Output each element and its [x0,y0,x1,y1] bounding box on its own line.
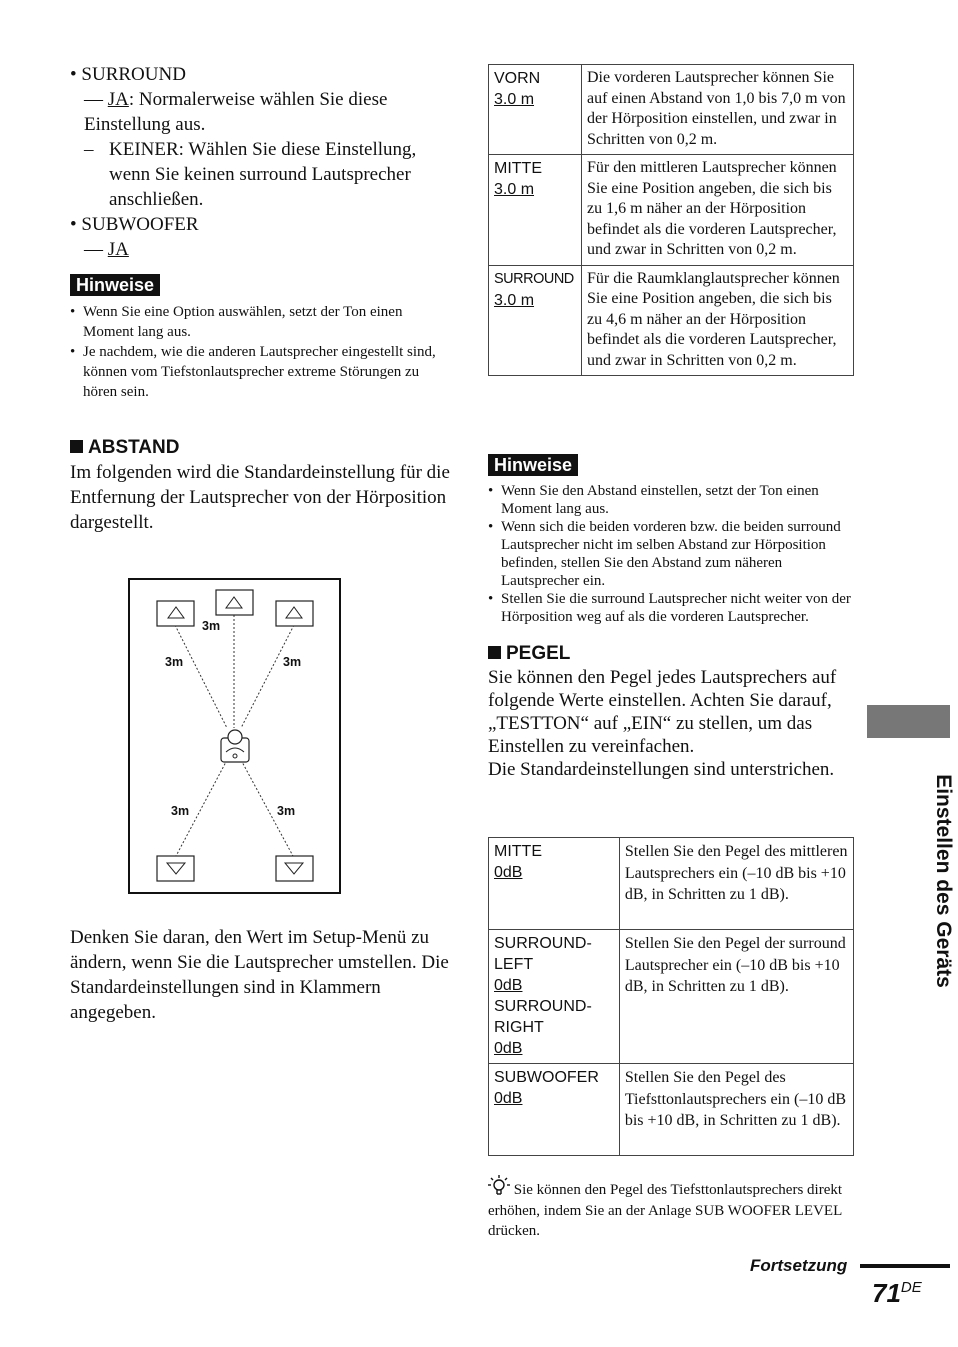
table-label-cell [489,1064,620,1156]
row-default-value: 3.0 m [494,181,535,198]
distance-line [175,625,227,728]
row-label: SUBWOOFER [494,1069,599,1086]
table-desc-cell: Stellen Sie den Pegel des mittleren Lautsprechers ein (–10 dB bis +10 dB, in Schritten zu 1 dB). [619,838,853,930]
row-default-value: 3.0 m [494,91,535,108]
table-row [489,1064,854,1156]
row-label: LEFT [494,956,534,973]
left-column [70,62,450,535]
row-label: VORN [494,70,541,87]
table-label-cell [489,155,582,266]
table-desc-cell: Stellen Sie den Pegel der surround Lautsprecher ein (–10 dB bis +10 dB, in Schritten zu 1 dB). [619,930,853,1064]
subwoofer-ja-default: JA [107,239,129,260]
abstand-title: ABSTAND [88,437,180,458]
table-desc-cell: Für die Raumklanglautsprecher können Sie eine Position angeben, die sich bis zu 4,6 m näher an der Hörposition befindet als die vorderen Lautsprecher, und zwar in Schritten von 0,2 m. [581,265,853,376]
row-label: MITTE [494,160,542,177]
diagram-svg [130,580,339,892]
dash: — [84,239,103,260]
chapter-side-label: Einstellen des Geräts [932,774,955,988]
row-default-value: 3.0 m [494,291,535,309]
listener-icon [221,730,249,762]
pegel-text-defaults: Die Standardeinstellungen sind unterstrichen. [488,759,835,780]
pegel-text: Sie können den Pegel jedes Lautsprechers auf folgende Werte einstellen. Achten Sie darauf, „TESTTON“ auf „EIN“ zu stellen, um das Einstellen zu vereinfachen. [488,667,837,757]
notes-list [488,482,854,626]
pegel-title: PEGEL [506,643,571,664]
table-desc-cell: Für den mittleren Lautsprecher können Sie eine Position angeben, die sich bis zu 1,6 m näher an der Hörposition befindet als die vorderen Lautsprecher, und zwar in Schritten von 0,2 m. [581,155,853,266]
right-notes [488,454,854,781]
row-default-value: 0dB [494,864,523,881]
note-item: • Je nachdem, wie die anderen Lautsprecher eingestellt sind, können vom Tiefstonlautsprecher extreme Störungen zu hören sein. [70,342,450,402]
square-bullet-icon [70,440,83,453]
table-row [489,930,854,1064]
square-bullet-icon [488,646,501,659]
dash: — [84,89,103,110]
rear-left-speaker-icon [157,856,194,881]
page-number [872,1272,922,1309]
note-item: • Wenn Sie eine Option auswählen, setzt der Ton einen Moment lang aus. [70,302,450,342]
page-locale-suffix: DE [900,1279,922,1296]
table-label-cell [489,838,620,930]
subwoofer-option-title: • SUBWOOFER [70,214,199,235]
abstand-footer-text: Denken Sie daran, den Wert im Setup-Menü zu ändern, wenn Sie die Lautsprecher umstellen. Die Standardeinstellungen sind in Klammern angegeben. [70,927,449,1023]
lightbulb-icon [488,1174,510,1198]
row-label: SURROUND- [494,998,592,1015]
surround-ja-text: : Normalerweise wählen Sie diese Einstellung aus. [84,89,388,135]
distance-label: 3m [171,804,190,818]
distance-label: 3m [202,619,221,633]
surround-option-title: • SURROUND [70,64,186,85]
distance-label: 3m [165,655,184,669]
footer-rule [860,1264,950,1268]
row-default-value: 0dB [494,1040,523,1057]
center-speaker-icon [216,590,253,615]
note-item: • Stellen Sie die surround Lautsprecher nicht weiter von der Hörposition weg auf als die vorderen Lautsprecher. [488,590,854,626]
distance-line [241,625,294,728]
pegel-heading [488,642,854,666]
tip-block [488,1174,854,1242]
surround-ja-default: JA [107,89,129,110]
level-table [488,837,854,1156]
surround-keiner-text: KEINER: Wählen Sie diese Einstellung, wenn Sie keinen surround Lautsprecher anschließen. [109,139,417,210]
abstand-heading [70,436,450,460]
row-label: MITTE [494,843,542,860]
surround-keiner-item [70,137,450,212]
table-row [489,838,854,930]
notes-list [70,302,450,402]
abstand-text: Im folgenden wird die Standardeinstellung für die Entfernung der Lautsprecher von der Hörposition dargestellt. [70,462,450,533]
distance-label: 3m [277,804,296,818]
front-right-speaker-icon [276,601,313,626]
row-label: SURROUND- [494,935,592,952]
notes-badge: Hinweise [488,454,578,476]
front-left-speaker-icon [157,601,194,626]
table-label-cell [489,930,620,1064]
note-item: • Wenn Sie den Abstand einstellen, setzt der Ton einen Moment lang aus. [488,482,854,518]
notes-badge: Hinweise [70,274,160,296]
continued-label: Fortsetzung [750,1256,848,1275]
row-default-value: 0dB [494,1090,523,1107]
surround-ja-item [70,87,450,137]
table-desc-cell: Stellen Sie den Pegel des Tiefsttonlautsprechers ein (–10 dB bis +10 dB, in Schritten zu 1 dB). [619,1064,853,1156]
page-number-value: 71 [872,1278,901,1308]
note-item: • Wenn sich die beiden vorderen bzw. die beiden surround Lautsprecher nicht im selben Abstand zur Hörposition befinden, stellen Sie den Abstand zum näheren Lautsprecher ein. [488,518,854,590]
dash: – [84,139,94,160]
table-label-cell [489,65,582,155]
row-label: RIGHT [494,1019,544,1036]
table-row [489,265,854,376]
table-desc-cell: Die vorderen Lautsprecher können Sie auf einen Abstand von 1,0 bis 7,0 m von der Hörposition einstellen, und zwar in Schritten von 0,2 m. [581,65,853,155]
tip-text: Sie können den Pegel des Tiefsttonlautsprechers direkt erhöhen, indem Sie an der Anlage SUB WOOFER LEVEL drücken. [488,1182,843,1239]
row-label: SURROUND [494,270,574,287]
subwoofer-ja-item [70,237,450,262]
table-label-cell [489,265,582,376]
rear-right-speaker-icon [276,856,313,881]
table-row [489,155,854,266]
row-default-value: 0dB [494,977,523,994]
distance-label: 3m [283,655,302,669]
chapter-tab-marker [867,705,950,738]
speaker-distance-diagram [128,578,341,894]
table-row [489,65,854,155]
distance-table [488,64,854,376]
